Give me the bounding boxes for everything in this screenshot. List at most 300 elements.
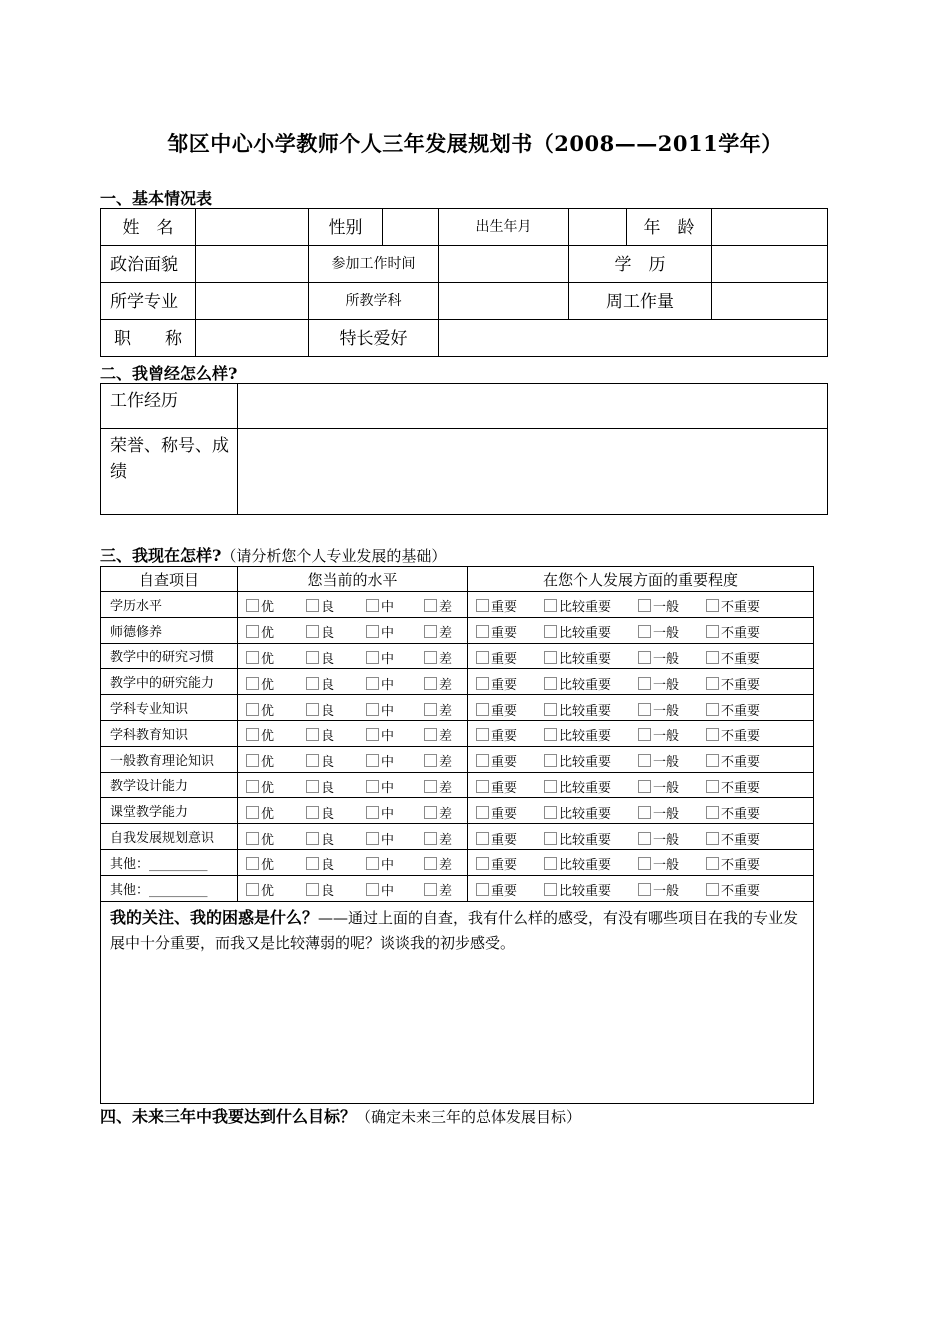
checkbox-icon[interactable]	[424, 625, 437, 638]
checkbox-icon[interactable]	[638, 599, 651, 612]
checkbox-icon[interactable]	[366, 677, 379, 690]
checkbox-icon[interactable]	[476, 677, 489, 690]
importance-option[interactable]	[706, 700, 760, 719]
checkbox-icon[interactable]	[246, 857, 259, 870]
importance-option-label: 不重要	[721, 600, 761, 616]
checkbox-icon[interactable]	[366, 883, 379, 896]
checkbox-icon[interactable]	[476, 728, 489, 741]
importance-option[interactable]	[638, 622, 679, 641]
importance-option[interactable]	[706, 777, 760, 796]
checkbox-icon[interactable]	[366, 806, 379, 819]
checkbox-icon[interactable]	[366, 832, 379, 845]
label-work-start: 参加工作时间	[309, 246, 439, 283]
importance-options	[468, 669, 814, 695]
self-check-item-label: 课堂教学能力	[101, 798, 238, 824]
checkbox-icon[interactable]	[366, 754, 379, 767]
importance-option-label: 重要	[491, 832, 518, 848]
level-option[interactable]	[246, 725, 274, 744]
level-option-label: 优	[261, 703, 275, 719]
checkbox-icon[interactable]	[306, 806, 319, 819]
level-option[interactable]	[306, 725, 334, 744]
level-option[interactable]	[424, 725, 452, 744]
checkbox-icon[interactable]	[544, 806, 557, 819]
importance-option[interactable]	[544, 596, 611, 615]
checkbox-icon[interactable]	[638, 806, 651, 819]
checkbox-icon[interactable]	[638, 728, 651, 741]
checkbox-icon[interactable]	[638, 651, 651, 664]
header-importance: 在您个人发展方面的重要程度	[468, 567, 814, 592]
checkbox-icon[interactable]	[246, 754, 259, 767]
checkbox-icon[interactable]	[424, 703, 437, 716]
checkbox-icon[interactable]	[476, 883, 489, 896]
level-option[interactable]	[306, 751, 334, 770]
self-check-row	[101, 617, 814, 643]
checkbox-icon[interactable]	[476, 857, 489, 870]
label-subject: 所教学科	[309, 283, 439, 320]
concern-box[interactable]	[101, 901, 814, 1103]
level-option[interactable]	[424, 751, 452, 770]
importance-option[interactable]	[476, 596, 517, 615]
level-option-label: 优	[261, 677, 275, 693]
self-check-item-label: 教学中的研究能力	[101, 669, 238, 695]
importance-option[interactable]	[476, 622, 517, 641]
importance-options	[468, 798, 814, 824]
section3-heading: 三、我现在怎样?（请分析您个人专业发展的基础）	[100, 546, 447, 565]
importance-option-label: 重要	[491, 600, 518, 616]
importance-option-label: 不重要	[721, 729, 761, 745]
importance-option[interactable]	[544, 803, 611, 822]
level-option-label: 优	[261, 780, 275, 796]
importance-option[interactable]	[706, 674, 760, 693]
checkbox-icon[interactable]	[246, 806, 259, 819]
checkbox-icon[interactable]	[638, 703, 651, 716]
checkbox-icon[interactable]	[544, 651, 557, 664]
checkbox-icon[interactable]	[366, 651, 379, 664]
field-honors[interactable]	[238, 429, 828, 515]
importance-option[interactable]	[706, 725, 760, 744]
level-option[interactable]	[306, 700, 334, 719]
level-option[interactable]	[424, 803, 452, 822]
checkbox-icon[interactable]	[544, 728, 557, 741]
level-option[interactable]	[366, 674, 394, 693]
importance-option-label: 重要	[491, 651, 518, 667]
checkbox-icon[interactable]	[306, 599, 319, 612]
checkbox-icon[interactable]	[476, 806, 489, 819]
checkbox-icon[interactable]	[306, 677, 319, 690]
level-option[interactable]	[424, 648, 452, 667]
importance-option[interactable]	[638, 880, 679, 899]
importance-option[interactable]	[476, 777, 517, 796]
checkbox-icon[interactable]	[424, 651, 437, 664]
self-check-row	[101, 643, 814, 669]
level-option[interactable]	[246, 648, 274, 667]
level-option[interactable]	[246, 674, 274, 693]
level-option[interactable]	[366, 777, 394, 796]
level-option-label: 中	[381, 832, 395, 848]
checkbox-icon[interactable]	[544, 625, 557, 638]
importance-options	[468, 772, 814, 798]
checkbox-icon[interactable]	[306, 625, 319, 638]
checkbox-icon[interactable]	[706, 599, 719, 612]
level-option[interactable]	[366, 725, 394, 744]
importance-option-label: 重要	[491, 884, 518, 900]
checkbox-icon[interactable]	[706, 728, 719, 741]
level-option[interactable]	[246, 854, 274, 873]
level-option-label: 中	[381, 600, 395, 616]
importance-options	[468, 746, 814, 772]
importance-option-label: 不重要	[721, 858, 761, 874]
checkbox-icon[interactable]	[246, 599, 259, 612]
importance-option[interactable]	[638, 596, 679, 615]
checkbox-icon[interactable]	[424, 599, 437, 612]
checkbox-icon[interactable]	[638, 625, 651, 638]
level-option-label: 良	[321, 703, 335, 719]
level-option-label: 良	[321, 832, 335, 848]
level-options	[238, 617, 468, 643]
checkbox-icon[interactable]	[706, 832, 719, 845]
checkbox-icon[interactable]	[246, 677, 259, 690]
checkbox-icon[interactable]	[246, 703, 259, 716]
level-option[interactable]	[424, 700, 452, 719]
checkbox-icon[interactable]	[306, 703, 319, 716]
importance-option-label: 一般	[653, 703, 680, 719]
checkbox-icon[interactable]	[476, 832, 489, 845]
level-option[interactable]	[246, 803, 274, 822]
checkbox-icon[interactable]	[424, 728, 437, 741]
level-option[interactable]	[366, 751, 394, 770]
label-gender: 性别	[309, 209, 383, 246]
concern-prompt: ——通过上面的自查，我有什么样的感受，有没有哪些项目在我的专业发展中十分重要，而我又是比较薄弱的呢？谈谈我的初步感受。	[110, 908, 799, 952]
importance-option-label: 重要	[491, 780, 518, 796]
importance-option-label: 比较重要	[559, 677, 612, 693]
importance-option[interactable]	[638, 700, 679, 719]
level-option-label: 中	[381, 755, 395, 771]
checkbox-icon[interactable]	[306, 728, 319, 741]
field-age[interactable]	[712, 209, 828, 246]
level-option[interactable]	[306, 596, 334, 615]
checkbox-icon[interactable]	[424, 857, 437, 870]
checkbox-icon[interactable]	[424, 677, 437, 690]
checkbox-icon[interactable]	[544, 832, 557, 845]
checkbox-icon[interactable]	[476, 599, 489, 612]
level-option[interactable]	[366, 648, 394, 667]
importance-option[interactable]	[706, 622, 760, 641]
importance-option-label: 比较重要	[559, 651, 612, 667]
importance-option[interactable]	[706, 751, 760, 770]
importance-option[interactable]	[638, 648, 679, 667]
checkbox-icon[interactable]	[366, 728, 379, 741]
importance-option-label: 不重要	[721, 677, 761, 693]
self-check-item-label: 教学中的研究习惯	[101, 643, 238, 669]
level-options	[238, 798, 468, 824]
importance-option[interactable]	[544, 725, 611, 744]
self-check-row	[101, 746, 814, 772]
label-political: 政治面貌	[101, 246, 196, 283]
level-option[interactable]	[424, 829, 452, 848]
importance-option[interactable]	[544, 622, 611, 641]
checkbox-icon[interactable]	[544, 780, 557, 793]
checkbox-icon[interactable]	[306, 651, 319, 664]
self-check-item-label: 学历水平	[101, 592, 238, 618]
checkbox-icon[interactable]	[638, 832, 651, 845]
importance-option-label: 一般	[653, 806, 680, 822]
level-option[interactable]	[424, 880, 452, 899]
header-item: 自查项目	[101, 567, 238, 592]
level-option[interactable]	[424, 854, 452, 873]
importance-option[interactable]	[544, 648, 611, 667]
level-option[interactable]	[366, 700, 394, 719]
checkbox-icon[interactable]	[638, 754, 651, 767]
level-options	[238, 643, 468, 669]
field-work-start[interactable]	[439, 246, 569, 283]
importance-option[interactable]	[544, 674, 611, 693]
field-political[interactable]	[196, 246, 309, 283]
checkbox-icon[interactable]	[706, 857, 719, 870]
importance-option-label: 不重要	[721, 832, 761, 848]
level-option-label: 优	[261, 755, 275, 771]
importance-option-label: 不重要	[721, 626, 761, 642]
level-option-label: 差	[439, 884, 453, 900]
checkbox-icon[interactable]	[638, 883, 651, 896]
field-major[interactable]	[196, 283, 309, 320]
level-option[interactable]	[246, 751, 274, 770]
importance-option[interactable]	[638, 674, 679, 693]
checkbox-icon[interactable]	[424, 780, 437, 793]
importance-option[interactable]	[706, 854, 760, 873]
checkbox-icon[interactable]	[476, 651, 489, 664]
field-title[interactable]	[196, 320, 309, 357]
level-option[interactable]	[246, 596, 274, 615]
level-option[interactable]	[366, 803, 394, 822]
level-option[interactable]	[306, 854, 334, 873]
importance-options	[468, 849, 814, 875]
level-options	[238, 824, 468, 850]
level-option-label: 中	[381, 806, 395, 822]
checkbox-icon[interactable]	[246, 625, 259, 638]
importance-option[interactable]	[476, 700, 517, 719]
importance-option-label: 一般	[653, 832, 680, 848]
importance-option[interactable]	[706, 803, 760, 822]
checkbox-icon[interactable]	[706, 754, 719, 767]
importance-option[interactable]	[638, 829, 679, 848]
level-option[interactable]	[424, 622, 452, 641]
checkbox-icon[interactable]	[544, 599, 557, 612]
importance-option-label: 一般	[653, 626, 680, 642]
checkbox-icon[interactable]	[366, 857, 379, 870]
label-age: 年 龄	[627, 209, 712, 246]
importance-option[interactable]	[544, 854, 611, 873]
checkbox-icon[interactable]	[246, 832, 259, 845]
checkbox-icon[interactable]	[306, 832, 319, 845]
importance-option-label: 比较重要	[559, 755, 612, 771]
label-workload: 周工作量	[569, 283, 712, 320]
level-options	[238, 875, 468, 901]
importance-option-label: 重要	[491, 677, 518, 693]
importance-option[interactable]	[706, 596, 760, 615]
importance-option[interactable]	[476, 880, 517, 899]
checkbox-icon[interactable]	[706, 651, 719, 664]
level-option[interactable]	[306, 777, 334, 796]
label-hobby: 特长爱好	[309, 320, 439, 357]
level-option-label: 中	[381, 729, 395, 745]
checkbox-icon[interactable]	[424, 832, 437, 845]
importance-option[interactable]	[638, 854, 679, 873]
level-option[interactable]	[366, 622, 394, 641]
checkbox-icon[interactable]	[706, 883, 719, 896]
importance-option-label: 一般	[653, 677, 680, 693]
level-option[interactable]	[246, 622, 274, 641]
label-birth: 出生年月	[439, 209, 569, 246]
checkbox-icon[interactable]	[424, 806, 437, 819]
importance-option-label: 比较重要	[559, 600, 612, 616]
level-option-label: 差	[439, 600, 453, 616]
checkbox-icon[interactable]	[366, 780, 379, 793]
importance-option-label: 重要	[491, 703, 518, 719]
checkbox-icon[interactable]	[246, 780, 259, 793]
level-option[interactable]	[424, 777, 452, 796]
checkbox-icon[interactable]	[424, 883, 437, 896]
importance-options	[468, 592, 814, 618]
level-option[interactable]	[366, 829, 394, 848]
checkbox-icon[interactable]	[638, 677, 651, 690]
level-option-label: 优	[261, 858, 275, 874]
basic-info-table	[100, 208, 828, 357]
importance-option[interactable]	[476, 854, 517, 873]
level-option[interactable]	[424, 596, 452, 615]
importance-option[interactable]	[476, 829, 517, 848]
field-workload[interactable]	[712, 283, 828, 320]
importance-option[interactable]	[544, 829, 611, 848]
importance-option-label: 重要	[491, 626, 518, 642]
self-check-table	[100, 566, 814, 1104]
concern-heading: 我的关注、我的困惑是什么？	[110, 907, 319, 927]
checkbox-icon[interactable]	[306, 780, 319, 793]
importance-option-label: 比较重要	[559, 806, 612, 822]
level-option[interactable]	[246, 829, 274, 848]
level-option-label: 优	[261, 806, 275, 822]
level-option-label: 良	[321, 806, 335, 822]
level-option[interactable]	[306, 674, 334, 693]
checkbox-icon[interactable]	[706, 703, 719, 716]
checkbox-icon[interactable]	[706, 806, 719, 819]
checkbox-icon[interactable]	[476, 754, 489, 767]
checkbox-icon[interactable]	[638, 857, 651, 870]
self-check-item-label: 自我发展规划意识	[101, 824, 238, 850]
level-option[interactable]	[424, 674, 452, 693]
level-option[interactable]	[306, 829, 334, 848]
checkbox-icon[interactable]	[706, 625, 719, 638]
importance-option[interactable]	[544, 880, 611, 899]
self-check-row	[101, 772, 814, 798]
level-option[interactable]	[306, 648, 334, 667]
importance-option-label: 比较重要	[559, 780, 612, 796]
checkbox-icon[interactable]	[544, 754, 557, 767]
importance-option[interactable]	[706, 648, 760, 667]
importance-option[interactable]	[476, 725, 517, 744]
importance-options	[468, 695, 814, 721]
checkbox-icon[interactable]	[544, 677, 557, 690]
field-education[interactable]	[712, 246, 828, 283]
checkbox-icon[interactable]	[476, 703, 489, 716]
checkbox-icon[interactable]	[544, 857, 557, 870]
section1-heading: 一、基本情况表	[100, 189, 213, 208]
importance-option[interactable]	[706, 829, 760, 848]
checkbox-icon[interactable]	[366, 599, 379, 612]
importance-option[interactable]	[544, 777, 611, 796]
checkbox-icon[interactable]	[476, 780, 489, 793]
checkbox-icon[interactable]	[544, 883, 557, 896]
checkbox-icon[interactable]	[366, 703, 379, 716]
level-option-label: 差	[439, 858, 453, 874]
field-subject[interactable]	[439, 283, 569, 320]
checkbox-icon[interactable]	[544, 703, 557, 716]
checkbox-icon[interactable]	[706, 677, 719, 690]
checkbox-icon[interactable]	[306, 883, 319, 896]
importance-option[interactable]	[638, 803, 679, 822]
checkbox-icon[interactable]	[476, 625, 489, 638]
importance-option-label: 不重要	[721, 703, 761, 719]
importance-option[interactable]	[544, 700, 611, 719]
level-option[interactable]	[246, 880, 274, 899]
checkbox-icon[interactable]	[366, 625, 379, 638]
field-hobby[interactable]	[439, 320, 828, 357]
importance-option[interactable]	[638, 777, 679, 796]
importance-option[interactable]	[638, 751, 679, 770]
header-level: 您当前的水平	[238, 567, 468, 592]
importance-option[interactable]	[638, 725, 679, 744]
importance-option[interactable]	[476, 803, 517, 822]
field-name[interactable]	[196, 209, 309, 246]
label-work-experience: 工作经历	[101, 384, 238, 429]
level-option[interactable]	[306, 622, 334, 641]
checkbox-icon[interactable]	[246, 883, 259, 896]
level-option[interactable]	[366, 854, 394, 873]
importance-option[interactable]	[476, 674, 517, 693]
level-option[interactable]	[366, 596, 394, 615]
field-work-experience[interactable]	[238, 384, 828, 429]
level-option-label: 中	[381, 626, 395, 642]
checkbox-icon[interactable]	[246, 651, 259, 664]
importance-option[interactable]	[706, 880, 760, 899]
self-check-item-label: 学科教育知识	[101, 720, 238, 746]
level-options	[238, 720, 468, 746]
checkbox-icon[interactable]	[306, 857, 319, 870]
level-option[interactable]	[366, 880, 394, 899]
level-option[interactable]	[306, 880, 334, 899]
checkbox-icon[interactable]	[306, 754, 319, 767]
level-option-label: 中	[381, 858, 395, 874]
field-birth[interactable]	[569, 209, 627, 246]
level-option-label: 良	[321, 626, 335, 642]
section4-note: （确定未来三年的总体发展目标）	[356, 1108, 582, 1126]
checkbox-icon[interactable]	[638, 780, 651, 793]
checkbox-icon[interactable]	[424, 754, 437, 767]
importance-option[interactable]	[476, 751, 517, 770]
importance-option-label: 重要	[491, 755, 518, 771]
checkbox-icon[interactable]	[706, 780, 719, 793]
field-gender[interactable]	[383, 209, 439, 246]
level-option-label: 差	[439, 651, 453, 667]
level-option[interactable]	[246, 700, 274, 719]
level-option-label: 良	[321, 600, 335, 616]
importance-option[interactable]	[476, 648, 517, 667]
level-option[interactable]	[246, 777, 274, 796]
importance-option-label: 不重要	[721, 806, 761, 822]
level-option[interactable]	[306, 803, 334, 822]
importance-option[interactable]	[544, 751, 611, 770]
checkbox-icon[interactable]	[246, 728, 259, 741]
label-education: 学 历	[569, 246, 712, 283]
